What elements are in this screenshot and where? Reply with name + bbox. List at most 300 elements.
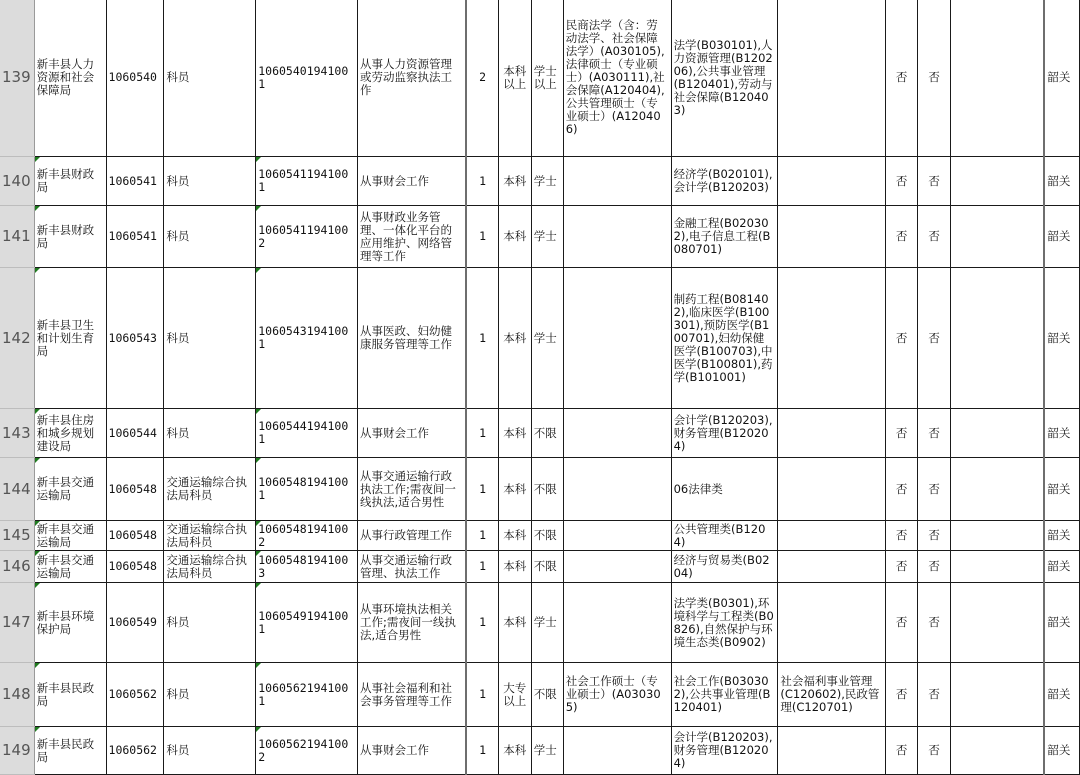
degree-cell-text: 不限: [533, 687, 557, 701]
duty-cell[interactable]: [358, 409, 467, 458]
table-row: [0, 157, 1080, 206]
position-code-cell-text: 10605621941001: [258, 680, 349, 708]
position-cell[interactable]: [164, 157, 256, 206]
col-l-cell[interactable]: [886, 663, 918, 727]
col-m-cell[interactable]: [918, 458, 951, 521]
col-n-cell[interactable]: [951, 663, 1045, 727]
degree-cell[interactable]: [531, 663, 563, 727]
duty-cell-text: 从事社会福利和社会事务管理等工作: [360, 680, 453, 708]
count-cell[interactable]: [466, 268, 498, 409]
col-l-cell-text: 否: [895, 615, 908, 629]
dept-cell[interactable]: [34, 458, 106, 521]
row-header[interactable]: 144: [0, 458, 34, 521]
college-major-cell[interactable]: [778, 268, 886, 409]
position-cell[interactable]: [164, 206, 256, 268]
education-cell[interactable]: [498, 0, 531, 157]
col-n-cell[interactable]: [951, 521, 1045, 551]
comment-marker-icon: [256, 663, 261, 668]
college-major-cell[interactable]: [778, 409, 886, 458]
duty-cell-text: 从事医政、妇幼健康服务管理等工作: [360, 324, 453, 351]
col-m-cell-text: 否: [928, 330, 940, 345]
region-cell-text: 韶关: [1047, 615, 1071, 629]
dept-cell-text: 新丰县交通运输局: [36, 552, 95, 580]
dept-code-cell-text: 1060549: [108, 615, 157, 629]
college-major-cell[interactable]: [778, 157, 886, 206]
grad-major-cell[interactable]: [563, 583, 671, 663]
region-cell[interactable]: [1044, 0, 1079, 157]
education-cell[interactable]: [498, 583, 531, 663]
dept-cell[interactable]: [34, 521, 106, 551]
position-code-cell-text: 10605491941001: [258, 608, 349, 636]
duty-cell-text: 从事财会工作: [360, 173, 430, 188]
dept-code-cell[interactable]: [106, 157, 164, 206]
count-cell[interactable]: [466, 409, 498, 458]
degree-cell[interactable]: [531, 551, 563, 583]
position-code-cell[interactable]: [256, 409, 358, 458]
table-row: [0, 551, 1080, 583]
region-cell-text: 韶关: [1047, 229, 1071, 243]
degree-cell[interactable]: [531, 583, 563, 663]
dept-code-cell[interactable]: [106, 521, 164, 551]
table-row: [0, 206, 1080, 268]
region-cell[interactable]: [1044, 551, 1079, 583]
position-code-cell-text: 10605481941003: [258, 552, 349, 580]
comment-marker-icon: [256, 458, 261, 463]
duty-cell[interactable]: [358, 157, 467, 206]
dept-cell-text: 新丰县住房和城乡规划建设局: [36, 412, 95, 453]
comment-marker-icon: [256, 727, 261, 732]
duty-cell[interactable]: [358, 521, 467, 551]
dept-code-cell-text: 1060541: [108, 229, 157, 243]
col-n-cell[interactable]: [951, 458, 1045, 521]
col-n-cell[interactable]: [951, 268, 1045, 409]
table-row: [0, 268, 1080, 409]
college-major-cell[interactable]: [778, 583, 886, 663]
position-cell-text: 交通运输综合执法局科员: [166, 552, 247, 580]
comment-marker-icon: [35, 521, 40, 526]
dept-code-cell-text: 1060562: [108, 743, 157, 757]
dept-cell[interactable]: [34, 551, 106, 583]
row-header[interactable]: 146: [0, 551, 34, 583]
count-cell[interactable]: [466, 727, 498, 775]
count-cell[interactable]: [466, 157, 498, 206]
dept-code-cell[interactable]: [106, 663, 164, 727]
region-cell-text: 韶关: [1047, 425, 1071, 440]
col-n-cell[interactable]: [951, 157, 1045, 206]
degree-cell-text: 不限: [533, 528, 557, 542]
grad-major-cell[interactable]: [563, 268, 671, 409]
duty-cell[interactable]: [358, 583, 467, 663]
position-cell[interactable]: [164, 458, 256, 521]
dept-code-cell-text: 1060544: [108, 425, 157, 440]
row-header[interactable]: 141: [0, 206, 34, 268]
college-major-cell[interactable]: [778, 0, 886, 157]
education-cell[interactable]: [498, 157, 531, 206]
col-l-cell[interactable]: [886, 551, 918, 583]
col-m-cell-text: 否: [928, 425, 940, 440]
row-header[interactable]: 142: [0, 268, 34, 409]
count-cell-text: 1: [479, 330, 487, 345]
col-n-cell[interactable]: [951, 0, 1045, 157]
education-cell-text: 本科: [503, 615, 527, 629]
dept-cell[interactable]: [34, 583, 106, 663]
comment-marker-icon: [256, 206, 261, 211]
dept-code-cell[interactable]: [106, 409, 164, 458]
dept-code-cell[interactable]: [106, 268, 164, 409]
duty-cell[interactable]: [358, 663, 467, 727]
position-code-cell-text: 10605441941001: [258, 419, 349, 446]
position-code-cell[interactable]: [256, 551, 358, 583]
col-m-cell[interactable]: [918, 521, 951, 551]
dept-cell-text: 新丰县交通运输局: [36, 475, 95, 502]
region-cell[interactable]: [1044, 727, 1079, 775]
col-m-cell-text: 否: [928, 173, 940, 188]
row-header[interactable]: 145: [0, 521, 34, 551]
count-cell-text: 1: [479, 528, 487, 542]
education-cell-text: 本科: [503, 173, 527, 188]
position-cell[interactable]: [164, 0, 256, 157]
duty-cell[interactable]: [358, 551, 467, 583]
college-major-cell[interactable]: [778, 521, 886, 551]
grad-major-cell[interactable]: [563, 663, 671, 727]
position-code-cell[interactable]: [256, 727, 358, 775]
count-cell-text: 1: [479, 481, 487, 496]
col-l-cell[interactable]: [886, 409, 918, 458]
table-row: [0, 521, 1080, 551]
col-m-cell[interactable]: [918, 268, 951, 409]
dept-cell[interactable]: [34, 268, 106, 409]
dept-code-cell[interactable]: [106, 458, 164, 521]
education-cell[interactable]: [498, 409, 531, 458]
dept-code-cell[interactable]: [106, 206, 164, 268]
grad-major-cell[interactable]: [563, 727, 671, 775]
degree-cell-text: 学士: [533, 229, 557, 243]
undergrad-major-cell-text: 会计学(B120203),财务管理(B120204): [673, 412, 773, 453]
education-cell-text: 本科: [503, 743, 527, 757]
duty-cell-text: 从事财会工作: [360, 425, 430, 440]
col-l-cell-text: 否: [895, 743, 908, 757]
table-row: [0, 458, 1080, 521]
col-n-cell[interactable]: [951, 206, 1045, 268]
dept-cell[interactable]: [34, 206, 106, 268]
education-cell[interactable]: [498, 663, 531, 727]
grad-major-cell[interactable]: [563, 0, 671, 157]
row-header[interactable]: 140: [0, 157, 34, 206]
col-m-cell[interactable]: [918, 663, 951, 727]
grad-major-cell[interactable]: [563, 409, 671, 458]
position-cell[interactable]: [164, 551, 256, 583]
col-m-cell-text: 否: [928, 743, 940, 757]
table-row: [0, 727, 1080, 775]
undergrad-major-cell[interactable]: [671, 409, 778, 458]
col-l-cell[interactable]: [886, 206, 918, 268]
undergrad-major-cell[interactable]: [671, 268, 778, 409]
dept-cell[interactable]: [34, 157, 106, 206]
grad-major-cell[interactable]: [563, 551, 671, 583]
education-cell[interactable]: [498, 727, 531, 775]
undergrad-major-cell-text: 经济与贸易类(B0204): [673, 552, 770, 580]
undergrad-major-cell-text: 公共管理类(B1204): [673, 521, 766, 549]
count-cell[interactable]: [466, 583, 498, 663]
comment-marker-icon: [256, 521, 261, 526]
table-row: [0, 583, 1080, 663]
college-major-cell[interactable]: [778, 663, 886, 727]
row-header[interactable]: 139: [0, 0, 34, 157]
row-header[interactable]: 147: [0, 583, 34, 663]
col-n-cell[interactable]: [951, 727, 1045, 775]
position-cell-text: 科员: [166, 743, 190, 757]
position-code-cell[interactable]: [256, 521, 358, 551]
duty-cell[interactable]: [358, 206, 467, 268]
position-code-cell[interactable]: [256, 458, 358, 521]
dept-cell-text: 新丰县环境保护局: [36, 608, 95, 636]
comment-marker-icon: [256, 583, 261, 588]
undergrad-major-cell-text: 会计学(B120203),财务管理(B120204): [673, 730, 773, 770]
region-cell-text: 韶关: [1047, 70, 1071, 84]
education-cell-text: 本科: [503, 559, 527, 573]
dept-code-cell-text: 1060562: [108, 687, 157, 701]
education-cell-text: 本科: [503, 229, 527, 243]
degree-cell-text: 学士: [533, 743, 557, 757]
dept-code-cell-text: 1060548: [108, 481, 157, 496]
duty-cell-text: 从事人力资源管理或劳动监察执法工作: [360, 57, 453, 97]
undergrad-major-cell[interactable]: [671, 206, 778, 268]
col-m-cell-text: 否: [928, 559, 940, 573]
dept-cell-text: 新丰县人力资源和社会保障局: [36, 57, 95, 97]
degree-cell[interactable]: [531, 157, 563, 206]
position-cell[interactable]: [164, 521, 256, 551]
grad-major-cell[interactable]: [563, 521, 671, 551]
degree-cell[interactable]: [531, 0, 563, 157]
undergrad-major-cell[interactable]: [671, 663, 778, 727]
col-l-cell[interactable]: [886, 521, 918, 551]
col-m-cell[interactable]: [918, 206, 951, 268]
col-l-cell[interactable]: [886, 458, 918, 521]
comment-marker-icon: [35, 268, 40, 273]
dept-code-cell[interactable]: [106, 551, 164, 583]
grad-major-cell-text: 民商法学（含：劳动法学、社会保障法学）(A030105),法律硕士（专业硕士）(A030111),社会保障(A120404),公共管理硕士（专业硕士）(A120406): [565, 18, 665, 136]
undergrad-major-cell[interactable]: [671, 458, 778, 521]
duty-cell[interactable]: [358, 268, 467, 409]
grad-major-cell[interactable]: [563, 157, 671, 206]
dept-cell-text: 新丰县民政局: [36, 736, 95, 764]
col-l-cell[interactable]: [886, 0, 918, 157]
degree-cell[interactable]: [531, 727, 563, 775]
position-code-cell[interactable]: [256, 157, 358, 206]
col-l-cell-text: 否: [895, 70, 908, 84]
dept-cell[interactable]: [34, 0, 106, 157]
region-cell[interactable]: [1044, 583, 1079, 663]
education-cell-text: 本科: [503, 528, 527, 542]
undergrad-major-cell[interactable]: [671, 727, 778, 775]
region-cell-text: 韶关: [1047, 330, 1071, 345]
position-cell-text: 科员: [166, 70, 190, 84]
undergrad-major-cell-text: 制药工程(B081402),临床医学(B100301),预防医学(B100701),妇幼保健医学(B100703),中医学(B100801),药学(B101001): [673, 291, 773, 384]
undergrad-major-cell-text: 金融工程(B020302),电子信息工程(B080701): [673, 216, 771, 256]
position-code-cell-text: 10605411941001: [258, 167, 349, 194]
college-major-cell[interactable]: [778, 458, 886, 521]
col-l-cell[interactable]: [886, 727, 918, 775]
position-code-cell-text: 10605431941001: [258, 324, 349, 351]
college-major-cell[interactable]: [778, 206, 886, 268]
position-cell-text: 科员: [166, 615, 190, 629]
education-cell[interactable]: [498, 458, 531, 521]
undergrad-major-cell-text: 法学类(B0301),环境科学与工程类(B0826),自然保护与环境生态类(B0902): [673, 595, 774, 649]
count-cell[interactable]: [466, 551, 498, 583]
duty-cell[interactable]: [358, 0, 467, 157]
col-n-cell[interactable]: [951, 409, 1045, 458]
dept-cell-text: 新丰县财政局: [36, 167, 95, 194]
table-row: [0, 409, 1080, 458]
region-cell-text: 韶关: [1047, 481, 1071, 496]
col-m-cell[interactable]: [918, 409, 951, 458]
duty-cell-text: 从事交通运输行政执法工作;需夜间一线执法,适合男性: [360, 468, 456, 509]
undergrad-major-cell-text: 社会工作(B030302),公共事业管理(B120401): [673, 674, 771, 714]
dept-code-cell[interactable]: [106, 727, 164, 775]
count-cell-text: 1: [479, 687, 487, 701]
region-cell[interactable]: [1044, 521, 1079, 551]
region-cell-text: 韶关: [1047, 743, 1071, 757]
col-l-cell[interactable]: [886, 157, 918, 206]
grad-major-cell[interactable]: [563, 206, 671, 268]
count-cell[interactable]: [466, 521, 498, 551]
position-cell-text: 科员: [166, 173, 190, 188]
dept-code-cell[interactable]: [106, 0, 164, 157]
education-cell[interactable]: [498, 268, 531, 409]
undergrad-major-cell[interactable]: [671, 583, 778, 663]
position-cell-text: 交通运输综合执法局科员: [166, 475, 247, 502]
col-l-cell[interactable]: [886, 268, 918, 409]
duty-cell[interactable]: [358, 458, 467, 521]
position-code-cell-text: 10605481941002: [258, 521, 349, 549]
dept-code-cell[interactable]: [106, 583, 164, 663]
education-cell[interactable]: [498, 521, 531, 551]
education-cell[interactable]: [498, 206, 531, 268]
comment-marker-icon: [35, 583, 40, 588]
region-cell[interactable]: [1044, 409, 1079, 458]
col-m-cell-text: 否: [928, 687, 940, 701]
degree-cell[interactable]: [531, 409, 563, 458]
region-cell[interactable]: [1044, 206, 1079, 268]
degree-cell[interactable]: [531, 458, 563, 521]
count-cell[interactable]: [466, 458, 498, 521]
dept-code-cell-text: 1060548: [108, 559, 157, 573]
count-cell-text: 1: [479, 229, 487, 243]
count-cell[interactable]: [466, 0, 498, 157]
col-l-cell-text: 否: [895, 528, 908, 542]
comment-marker-icon: [256, 268, 261, 273]
col-m-cell[interactable]: [918, 0, 951, 157]
col-n-cell[interactable]: [951, 583, 1045, 663]
comment-marker-icon: [256, 157, 261, 162]
degree-cell-text: 不限: [533, 425, 557, 440]
col-m-cell[interactable]: [918, 157, 951, 206]
undergrad-major-cell[interactable]: [671, 551, 778, 583]
col-m-cell[interactable]: [918, 583, 951, 663]
count-cell-text: 1: [479, 615, 487, 629]
college-major-cell[interactable]: [778, 551, 886, 583]
dept-cell[interactable]: [34, 663, 106, 727]
position-cell-text: 科员: [166, 425, 190, 440]
col-m-cell-text: 否: [928, 615, 940, 629]
position-cell-text: 交通运输综合执法局科员: [166, 521, 247, 549]
education-cell[interactable]: [498, 551, 531, 583]
degree-cell-text: 学士: [533, 615, 557, 629]
count-cell-text: 1: [479, 425, 487, 440]
dept-cell-text: 新丰县财政局: [36, 222, 95, 250]
duty-cell-text: 从事财会工作: [360, 743, 430, 757]
position-cell[interactable]: [164, 268, 256, 409]
region-cell[interactable]: [1044, 458, 1079, 521]
comment-marker-icon: [35, 663, 40, 668]
col-n-cell[interactable]: [951, 551, 1045, 583]
position-cell[interactable]: [164, 409, 256, 458]
dept-cell-text: 新丰县卫生和计划生育局: [36, 317, 95, 358]
duty-cell[interactable]: [358, 727, 467, 775]
undergrad-major-cell[interactable]: [671, 157, 778, 206]
position-cell[interactable]: [164, 583, 256, 663]
table-row: [0, 0, 1080, 157]
dept-cell-text: 新丰县民政局: [36, 680, 95, 708]
position-code-cell-text: 10605621941002: [258, 736, 349, 764]
comment-marker-icon: [35, 157, 40, 162]
position-code-cell[interactable]: [256, 0, 358, 157]
position-cell[interactable]: [164, 663, 256, 727]
position-code-cell[interactable]: [256, 206, 358, 268]
degree-cell-text: 学士: [533, 173, 557, 188]
region-cell[interactable]: [1044, 157, 1079, 206]
education-cell-text: 本科: [503, 425, 527, 440]
region-cell[interactable]: [1044, 663, 1079, 727]
degree-cell[interactable]: [531, 521, 563, 551]
grad-major-cell-text: 社会工作硕士（专业硕士）(A030305): [565, 674, 661, 714]
position-code-cell[interactable]: [256, 583, 358, 663]
count-cell[interactable]: [466, 663, 498, 727]
region-cell-text: 韶关: [1047, 528, 1071, 542]
position-cell-text: 科员: [166, 687, 190, 701]
col-l-cell[interactable]: [886, 583, 918, 663]
degree-cell[interactable]: [531, 268, 563, 409]
degree-cell[interactable]: [531, 206, 563, 268]
region-cell-text: 韶关: [1047, 687, 1071, 701]
position-code-cell[interactable]: [256, 268, 358, 409]
col-m-cell-text: 否: [928, 481, 940, 496]
college-major-cell[interactable]: [778, 727, 886, 775]
comment-marker-icon: [35, 206, 40, 211]
col-m-cell[interactable]: [918, 551, 951, 583]
position-code-cell[interactable]: [256, 663, 358, 727]
col-l-cell-text: 否: [895, 687, 908, 701]
position-cell[interactable]: [164, 727, 256, 775]
dept-code-cell-text: 1060541: [108, 173, 157, 188]
row-header[interactable]: 148: [0, 663, 34, 727]
row-header[interactable]: 149: [0, 727, 34, 775]
dept-cell[interactable]: [34, 409, 106, 458]
col-m-cell[interactable]: [918, 727, 951, 775]
position-cell-text: 科员: [166, 229, 190, 243]
comment-marker-icon: [35, 551, 40, 556]
grad-major-cell[interactable]: [563, 458, 671, 521]
row-header[interactable]: 143: [0, 409, 34, 458]
count-cell-text: 1: [479, 559, 487, 573]
duty-cell-text: 从事交通运输行政管理、执法工作: [360, 552, 453, 580]
dept-cell[interactable]: [34, 727, 106, 775]
region-cell[interactable]: [1044, 268, 1079, 409]
undergrad-major-cell[interactable]: [671, 521, 778, 551]
count-cell-text: 1: [479, 743, 487, 757]
count-cell[interactable]: [466, 206, 498, 268]
undergrad-major-cell[interactable]: [671, 0, 778, 157]
